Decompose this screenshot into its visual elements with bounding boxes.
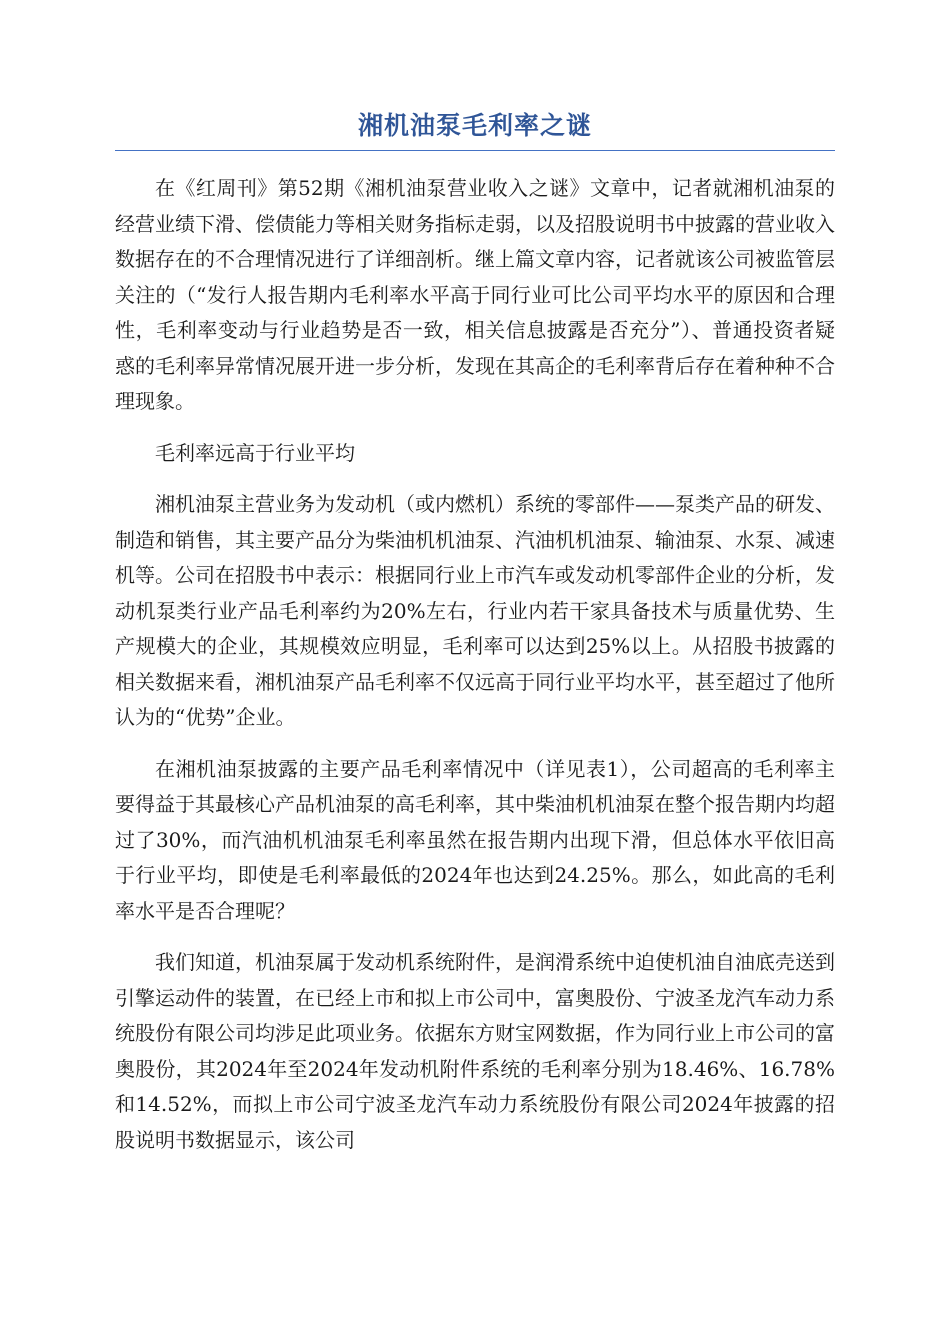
paragraph-business: 湘机油泵主营业务为发动机（或内燃机）系统的零部件——泵类产品的研发、制造和销售，其主要产品分为柴油机机油泵、汽油机机油泵、输油泵、水泵、减速机等。公司在招股书中表示：根据同行业上市汽车或发动机零部件企业的分析，发动机泵类行业产品毛利率约为20%左右，行业内若干家具备技术与质量优势、生产规模大的企业，其规模效应明显，毛利率可以达到25%以上。从招股书披露的相关数据来看，湘机油泵产品毛利率不仅远高于同行业平均水平，甚至超过了他所认为的“优势”企业。 — [115, 492, 835, 729]
paragraph-margin-table: 在湘机油泵披露的主要产品毛利率情况中（详见表1），公司超高的毛利率主要得益于其最核心产品机油泵的高毛利率，其中柴油机机油泵在整个报告期内均超过了30%，而汽油机机油泵毛利率虽然在报告期内出现下滑，但总体水平依旧高于行业平均，即使是毛利率最低的2024年也达到24.25%。那么，如此高的毛利率水平是否合理呢？ — [115, 756, 835, 923]
document-title: 湘机油泵毛利率之谜 — [115, 108, 835, 151]
paragraph-intro: 在《红周刊》第52期《湘机油泵营业收入之谜》文章中，记者就湘机油泵的经营业绩下滑、偿债能力等相关财务指标走弱，以及招股说明书中披露的营业收入数据存在的不合理情况进行了详细剖析。继上篇文章内容，记者就该公司被监管层关注的（“发行人报告期内毛利率水平高于同行业可比公司平均水平的原因和合理性，毛利率变动与行业趋势是否一致，相关信息披露是否充分”）、普通投资者疑惑的毛利率异常情况展开进一步分析，发现在其高企的毛利率背后存在着种种不合理现象。 — [115, 176, 835, 413]
document-body — [115, 171, 835, 1158]
section-heading: 毛利率远高于行业平均 — [155, 440, 355, 465]
paragraph-peers: 我们知道，机油泵属于发动机系统附件，是润滑系统中迫使机油自油底壳送到引擎运动件的装置，在已经上市和拟上市公司中，富奥股份、宁波圣龙汽车动力系统股份有限公司均涉足此项业务。依据东方财宝网数据，作为同行业上市公司的富奥股份，其2024年至2024年发动机附件系统的毛利率分别为18.46%、16.78%和14.52%，而拟上市公司宁波圣龙汽车动力系统股份有限公司2024年披露的招股说明书数据显示，该公司 — [115, 950, 835, 1152]
document-page — [115, 108, 835, 1174]
